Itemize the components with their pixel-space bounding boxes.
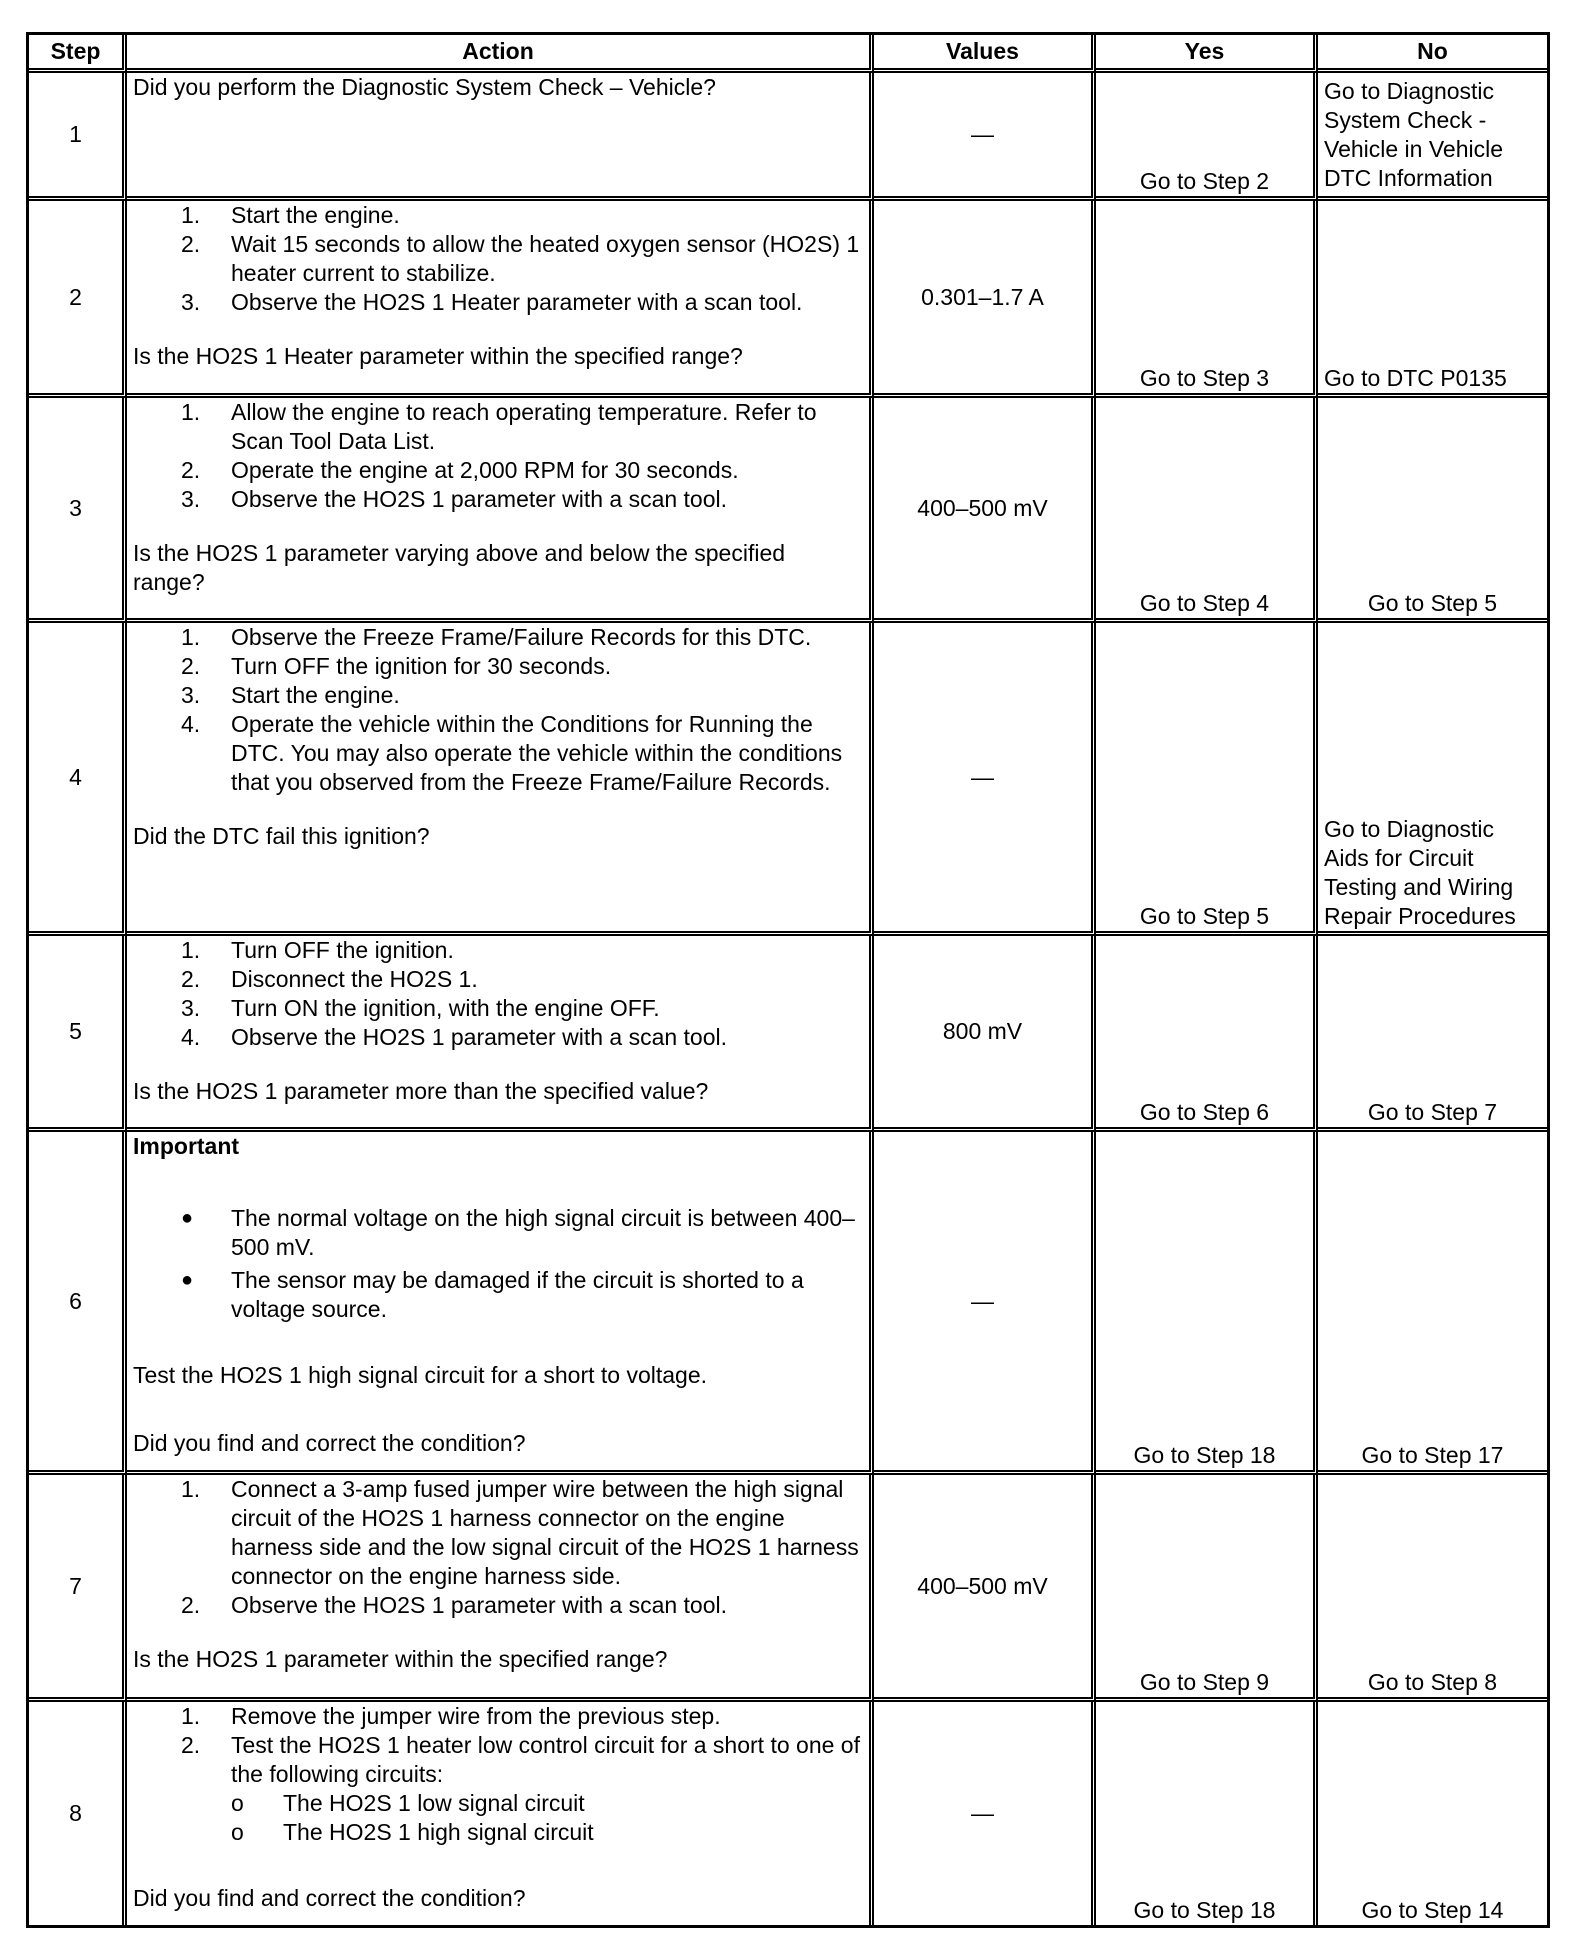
action-question: Is the HO2S 1 parameter within the specified range? [133,1646,668,1672]
table-row [29,398,1547,623]
no-cell: Go to Step 17 [1318,1132,1547,1475]
yes-cell: Go to Step 6 [1096,936,1318,1132]
table-row [29,1702,1547,1925]
action-question: Did the DTC fail this ignition? [133,823,430,849]
values-cell: 400–500 mV [874,1475,1096,1702]
no-cell: Go to Diagnostic Aids for Circuit Testing and Wiring Repair Procedures [1318,623,1547,936]
table-row [29,936,1547,1132]
action-steps [133,1475,863,1620]
list-item: 3. Observe the HO2S 1 Heater parameter with a scan tool. [181,289,803,315]
list-item: ● The sensor may be damaged if the circuit is shorted to a voltage source. [181,1267,804,1322]
action-question: Is the HO2S 1 parameter varying above and below the specified range? [133,540,786,595]
step-number: 1 [29,73,127,201]
action-question: Did you perform the Diagnostic System Check – Vehicle? [133,74,716,100]
step-number: 7 [29,1475,127,1702]
yes-cell: Go to Step 5 [1096,623,1318,936]
table-row [29,1132,1547,1475]
list-item: 2. Disconnect the HO2S 1. [181,966,478,992]
step-number: 2 [29,201,127,398]
action-cell [127,201,874,398]
no-cell: Go to Step 8 [1318,1475,1547,1702]
step-number: 4 [29,623,127,936]
action-steps [133,398,863,514]
values-cell: — [874,73,1096,201]
header-values: Values [874,35,1096,73]
list-item: 1. Connect a 3-amp fused jumper wire between the high signal circuit of the HO2S 1 harness connector on the engine harness side and the low signal circuit of the HO2S 1 harness connector on the engine harness side. [181,1476,859,1589]
step-number: 6 [29,1132,127,1475]
step-number: 5 [29,936,127,1132]
list-item: 2. Operate the engine at 2,000 RPM for 30 seconds. [181,457,739,483]
list-item: 4. Operate the vehicle within the Conditions for Running the DTC. You may also operate the vehicle within the conditions that you observed from the Freeze Frame/Failure Records. [181,711,843,795]
list-item: 1. Remove the jumper wire from the previous step. [181,1703,721,1729]
action-question: Did you find and correct the condition? [133,1430,526,1456]
yes-cell: Go to Step 3 [1096,201,1318,398]
no-cell: Go to Step 14 [1361,1897,1504,1923]
no-cell: Go to DTC P0135 [1318,201,1547,398]
list-item: 2. Test the HO2S 1 heater low control circuit for a short to one of the following circuits: [181,1732,860,1787]
table-row [29,623,1547,936]
list-item: 3. Start the engine. [181,682,400,708]
step-number: 3 [29,398,127,623]
yes-cell: Go to Step 4 [1096,398,1318,623]
sub-list [133,1789,863,1847]
bullet-icon: ● [181,1207,194,1229]
action-cell [127,398,874,623]
action-cell [127,936,874,1132]
action-steps [133,201,863,317]
action-instruction: Test the HO2S 1 high signal circuit for a short to voltage. [133,1362,708,1388]
table-row [29,201,1547,398]
no-cell: Go to Step 5 [1318,398,1547,623]
values-cell: 800 mV [874,936,1096,1132]
header-step: Step [29,35,127,73]
circle-bullet-icon: o [231,1819,244,1845]
values-cell: 400–500 mV [874,398,1096,623]
action-cell [127,1475,874,1702]
action-cell [127,1702,874,1925]
list-item: 1. Observe the Freeze Frame/Failure Records for this DTC. [181,624,812,650]
table-row [29,73,1547,201]
table-row [29,1475,1547,1702]
yes-cell: Go to Step 18 [1096,1132,1318,1475]
action-cell [127,1132,874,1475]
list-item: 2. Wait 15 seconds to allow the heated oxygen sensor (HO2S) 1 heater current to stabilize. [181,231,860,286]
list-item: ● The normal voltage on the high signal circuit is between 400–500 mV. [181,1205,855,1260]
list-item: 2. Observe the HO2S 1 parameter with a scan tool. [181,1592,728,1618]
list-item: 3. Observe the HO2S 1 parameter with a scan tool. [181,486,728,512]
yes-cell: Go to Step 18 [1096,1702,1318,1925]
list-item: 3. Turn ON the ignition, with the engine OFF. [181,995,660,1021]
list-item: 1. Start the engine. [181,202,400,228]
list-item: 1. Turn OFF the ignition. [181,937,454,963]
values-cell: — [874,1702,1096,1925]
values-cell: 0.301–1.7 A [874,201,1096,398]
important-bullets [133,1204,863,1324]
yes-cell: Go to Step 9 [1096,1475,1318,1702]
action-steps [133,936,863,1052]
no-cell: Go to Diagnostic System Check - Vehicle in Vehicle DTC Information [1318,73,1547,201]
action-cell [127,623,874,936]
action-question: Did you find and correct the condition? [133,1885,526,1911]
header-row [29,35,1547,73]
list-item: 1. Allow the engine to reach operating temperature. Refer to Scan Tool Data List. [181,399,817,454]
diagnostic-table [26,32,1550,1928]
list-item: o The HO2S 1 high signal circuit [231,1819,594,1845]
no-cell: Go to Step 7 [1318,936,1547,1132]
bullet-icon: ● [181,1269,194,1291]
list-item: o The HO2S 1 low signal circuit [231,1790,585,1816]
yes-cell: Go to Step 2 [1096,73,1318,201]
step-number: 8 [29,1702,127,1925]
action-cell [127,73,874,201]
list-item: 4. Observe the HO2S 1 parameter with a scan tool. [181,1024,728,1050]
values-cell: — [874,623,1096,936]
values-cell: — [874,1132,1096,1475]
action-steps [133,1702,863,1789]
header-no: No [1318,35,1547,73]
important-label: Important [133,1133,240,1159]
action-question: Is the HO2S 1 parameter more than the specified value? [133,1078,709,1104]
action-steps [133,623,863,797]
list-item: 2. Turn OFF the ignition for 30 seconds. [181,653,612,679]
header-yes: Yes [1096,35,1318,73]
action-question: Is the HO2S 1 Heater parameter within the specified range? [133,343,743,369]
circle-bullet-icon: o [231,1790,244,1816]
header-action: Action [127,35,874,73]
